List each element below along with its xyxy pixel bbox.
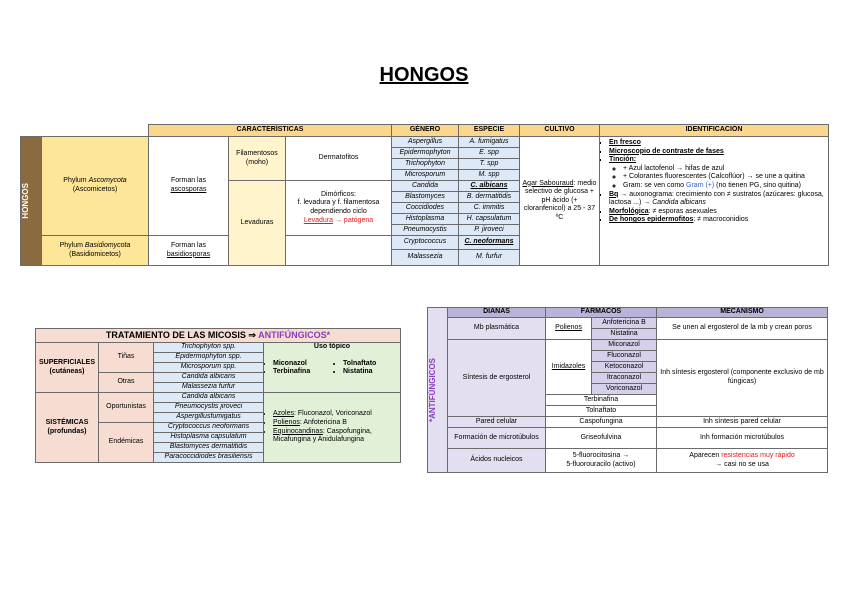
levaduras: Levaduras (229, 181, 286, 266)
genero-item: Cryptococcus (392, 236, 459, 250)
farmaco-item: Terbinafina (546, 395, 657, 406)
species-item: Candida albicans (154, 393, 264, 403)
antifungicos-table (427, 307, 828, 473)
polienos: Polienos (546, 318, 592, 340)
species-item: Paracoccidiodes brasiliensis (154, 453, 264, 463)
genero-item: Coccidiodes (392, 203, 459, 214)
dermatofitos: Dermatofitos (286, 137, 392, 181)
header-cultivo: CULTIVO (520, 125, 600, 137)
especie-item: C. albicans (459, 181, 520, 192)
sistemicas: SISTÉMICAS (profundas) (36, 393, 99, 463)
tratamiento-table (35, 328, 401, 463)
especie-item: C. immitis (459, 203, 520, 214)
genero-item: Histoplasma (392, 214, 459, 225)
farmaco-item: 5-fluorocitosina → 5-fluorouracilo (activo) (546, 449, 657, 473)
genero-item: Pneumocystis (392, 225, 459, 236)
header-especie: ESPECIE (459, 125, 520, 137)
genero-item: Candida (392, 181, 459, 192)
farmaco-item: Ketoconazol (592, 362, 657, 373)
page-title: HONGOS (379, 64, 469, 86)
basidio-forman: Forman las basidiosporas (149, 236, 229, 266)
phylum-basidiomycota: Phylum Basidiomycota (Basidiomicetos) (42, 236, 149, 266)
otras: Otras (99, 373, 154, 393)
especie-item: A. fumigatus (459, 137, 520, 148)
genero-item: Blastomyces (392, 192, 459, 203)
mecanismo-microtubulos: Inh formación microtúbulos (657, 428, 828, 449)
mecanismo-pared: Inh síntesis pared celular (657, 417, 828, 428)
species-item: Cryptococcus neoformans (154, 423, 264, 433)
species-item: Blastomyces dermatitidis (154, 443, 264, 453)
species-item: Histoplasma capsulatum (154, 433, 264, 443)
species-item: Candida albicans (154, 373, 264, 383)
genero-item: Trichophyton (392, 159, 459, 170)
tinas: Tiñas (99, 343, 154, 373)
farmaco-item: Caspofungina (546, 417, 657, 428)
antifungicos-side-label: *ANTIFÚNGICOS (428, 308, 448, 473)
farmaco-item: Anfotericina B (592, 318, 657, 329)
diana-mb-plasmatica: Mb plasmática (448, 318, 546, 340)
species-item: Aspergillusfumigatus (154, 413, 264, 423)
especie-item: M. spp (459, 170, 520, 181)
mecanismo-ergosterol: Inh síntesis ergosterol (componente exclusivo de mb fúngicas) (657, 340, 828, 417)
species-item: Trichophyton spp. (154, 343, 264, 353)
diana-pared-celular: Pared celular (448, 417, 546, 428)
uso-topico: Uso tópico • Miconazol • Terbinafina • Tolnaftato • Nistatina (264, 343, 401, 393)
levaduras-empty (286, 236, 392, 266)
header-mecanismo: MECANISMO (657, 308, 828, 318)
cultivo-cell: Agar Sabouraud: medio selectivo de glucosa + pH ácido (+ cloranfenicol) a 25 - 37 ºC (520, 137, 600, 266)
farmaco-item: Nistatina (592, 329, 657, 340)
phylum-ascomycota: Phylum Ascomycota (Ascomicetos) (42, 137, 149, 236)
especie-item: E. spp (459, 148, 520, 159)
hongos-side-label: HONGOS (21, 137, 42, 266)
diana-sintesis-ergosterol: Síntesis de ergosterol (448, 340, 546, 417)
genero-item: Malassezia (392, 250, 459, 266)
especie-item: B. dermatitidis (459, 192, 520, 203)
especie-item: H. capsulatum (459, 214, 520, 225)
header-dianas: DIANAS (448, 308, 546, 318)
diana-acidos-nucleicos: Ácidos nucleicos (448, 449, 546, 473)
tratamiento-title: TRATAMIENTO DE LAS MICOSIS ⇒ ANTIFÚNGICOS* (36, 329, 401, 343)
superficiales: SUPERFICIALES (cutáneas) (36, 343, 99, 393)
endemicas: Endémicas (99, 423, 154, 463)
farmaco-item: Voriconazol (592, 384, 657, 395)
especie-item: C. neoformans (459, 236, 520, 250)
sistemicas-tratamiento: • Azoles: Fluconazol, Voriconazol • Polienos: Anfotericina B • Equinocandinas: Caspofungina, Micafungina y Anidulafungina (264, 393, 401, 463)
header-farmacos: FÁRMACOS (546, 308, 657, 318)
species-item: Malassezia furfur (154, 383, 264, 393)
identificacion-cell: ▪ En fresco ▪ Microscopio de contraste de fases ▪ Tinción: ◦ + Azul lactofenol → hifas de azul ◦ + Colorantes fluorescentes (Calcoflúor) → se une a quitina ◦ Gram: se ven como Gram (+) (no tienen PG, sino quitina) ▪ Bq → auxonograma: crecimiento con ≠ sustratos (azúcares: glucosa, lactosa ...) → Candida albicans ▪ Morfológica: ≠ esporas asexuales ▪ De hongos epidermofitos: ≠ macroconidios (600, 137, 829, 266)
header-genero: GÉNERO (392, 125, 459, 137)
species-item: Pneumocystis jiroveci (154, 403, 264, 413)
filamentosos: Filamentosos (moho) (229, 137, 286, 181)
genero-item: Aspergillus (392, 137, 459, 148)
dimorficos: Dimórficos: f. levadura y f. filamentosa dependiendo ciclo Levadura → patógena (286, 181, 392, 236)
farmaco-item: Miconazol (592, 340, 657, 351)
header-caracteristicas: CARACTERÍSTICAS (149, 125, 392, 137)
farmaco-item: Itraconazol (592, 373, 657, 384)
farmaco-item: Griseofulvina (546, 428, 657, 449)
farmaco-item: Tolnaftato (546, 406, 657, 417)
asco-forman: Forman las ascosporas (149, 137, 229, 236)
mecanismo-acidos: Aparecen resistencias muy rápido → casi no se usa (657, 449, 828, 473)
species-item: Microsporum spp. (154, 363, 264, 373)
especie-item: T. spp (459, 159, 520, 170)
mecanismo-mb: Se unen al ergosterol de la mb y crean poros (657, 318, 828, 340)
diana-microtubulos: Formación de microtúbulos (448, 428, 546, 449)
species-item: Epidermophyton spp. (154, 353, 264, 363)
header-identificacion: IDENTIFICACIÓN (600, 125, 829, 137)
especie-item: P. jiroveci (459, 225, 520, 236)
hongos-table (20, 124, 829, 266)
genero-item: Epidermophyton (392, 148, 459, 159)
oportunistas: Oportunistas (99, 393, 154, 423)
genero-item: Microsporum (392, 170, 459, 181)
especie-item: M. furfur (459, 250, 520, 266)
farmaco-item: Fluconazol (592, 351, 657, 362)
imidazoles: Imidazoles (546, 340, 592, 395)
